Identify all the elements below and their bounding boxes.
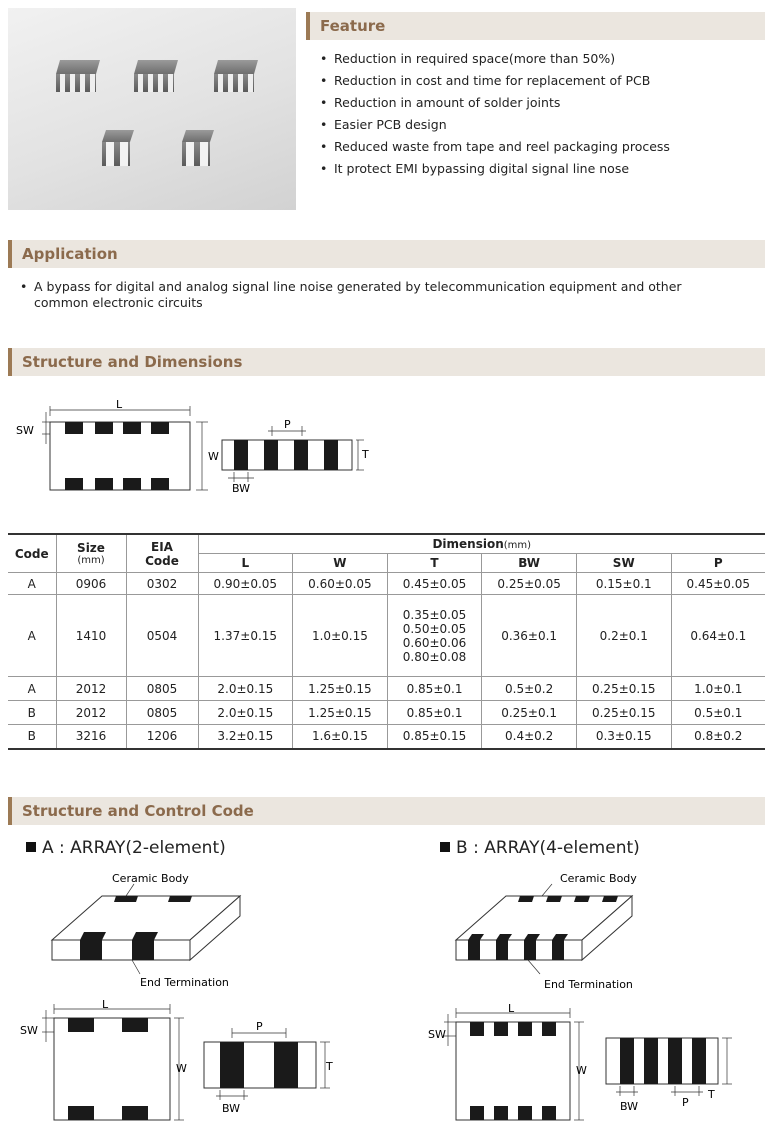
cell-eia: 0805 xyxy=(126,701,198,725)
cell-eia: 0504 xyxy=(126,595,198,677)
cell-code: A xyxy=(8,595,56,677)
label-SW: SW xyxy=(16,424,34,437)
svg-text:P: P xyxy=(682,1096,689,1109)
array-b-dimension-diagram xyxy=(426,996,766,1126)
ceramic-body-label-a: Ceramic Body xyxy=(112,872,189,885)
cell-W: 0.60±0.05 xyxy=(293,573,388,595)
cell-P: 1.0±0.1 xyxy=(671,677,765,701)
feature-title: Feature xyxy=(320,17,386,35)
cell-L: 1.37±0.15 xyxy=(198,595,293,677)
cell-SW: 0.2±0.1 xyxy=(576,595,671,677)
cell-size: 0906 xyxy=(56,573,126,595)
feature-item: • Reduction in cost and time for replacement of PCB xyxy=(320,70,670,92)
cell-size: 1410 xyxy=(56,595,126,677)
feature-list xyxy=(320,48,670,180)
ceramic-body-label-b: Ceramic Body xyxy=(560,872,637,885)
chip-4-element-2 xyxy=(134,60,178,92)
cell-P: 0.45±0.05 xyxy=(671,573,765,595)
dimension-table-body xyxy=(8,573,765,749)
cell-BW: 0.25±0.05 xyxy=(482,573,577,595)
array-b-3d-diagram xyxy=(448,868,708,998)
cell-SW: 0.3±0.15 xyxy=(576,725,671,749)
cell-W: 1.25±0.15 xyxy=(293,701,388,725)
cell-P: 0.5±0.1 xyxy=(671,701,765,725)
cell-size: 3216 xyxy=(56,725,126,749)
table-row xyxy=(8,725,765,749)
th-W: W xyxy=(293,554,388,573)
cell-eia: 0805 xyxy=(126,677,198,701)
feature-item: • Easier PCB design xyxy=(320,114,670,136)
svg-text:W: W xyxy=(576,1064,587,1077)
th-BW: BW xyxy=(482,554,577,573)
square-bullet-icon xyxy=(440,842,450,852)
control-code-title: Structure and Control Code xyxy=(22,802,254,820)
svg-text:SW: SW xyxy=(20,1024,38,1037)
cell-L: 2.0±0.15 xyxy=(198,701,293,725)
array-b-title: B : ARRAY(4-element) xyxy=(440,838,640,858)
cell-T: 0.45±0.05 xyxy=(387,573,482,595)
th-eia: EIA Code xyxy=(126,534,198,573)
svg-text:L: L xyxy=(102,998,109,1011)
label-BW: BW xyxy=(232,482,251,495)
table-row xyxy=(8,701,765,725)
control-code-header xyxy=(8,797,765,825)
array-a-3d-diagram xyxy=(40,868,300,998)
feature-item: • Reduction in amount of solder joints xyxy=(320,92,670,114)
cell-P: 0.64±0.1 xyxy=(671,595,765,677)
svg-text:BW: BW xyxy=(620,1100,639,1113)
cell-BW: 0.5±0.2 xyxy=(482,677,577,701)
svg-text:W: W xyxy=(176,1062,187,1075)
square-bullet-icon xyxy=(26,842,36,852)
cell-eia: 1206 xyxy=(126,725,198,749)
cell-W: 1.0±0.15 xyxy=(293,595,388,677)
cell-L: 2.0±0.15 xyxy=(198,677,293,701)
th-size: Size (mm) xyxy=(56,534,126,573)
svg-text:SW: SW xyxy=(428,1028,446,1041)
svg-text:T: T xyxy=(326,1060,333,1073)
label-W: W xyxy=(208,450,219,463)
cell-code: B xyxy=(8,725,56,749)
dimension-diagram xyxy=(10,396,390,506)
table-row xyxy=(8,595,765,677)
cell-T: 0.85±0.1 xyxy=(387,701,482,725)
chip-2-element-2 xyxy=(182,130,214,166)
array-a-dimension-diagram xyxy=(16,996,356,1126)
cell-W: 1.25±0.15 xyxy=(293,677,388,701)
cell-BW: 0.36±0.1 xyxy=(482,595,577,677)
svg-text:BW: BW xyxy=(222,1102,241,1115)
th-L: L xyxy=(198,554,293,573)
cell-T: 0.85±0.15 xyxy=(387,725,482,749)
feature-item: • Reduced waste from tape and reel packaging process xyxy=(320,136,670,158)
structure-dimensions-header xyxy=(8,348,765,376)
cell-code: A xyxy=(8,573,56,595)
cell-T: 0.35±0.05 0.50±0.05 0.60±0.06 0.80±0.08 xyxy=(387,595,482,677)
label-T: T xyxy=(362,448,369,461)
cell-T: 0.85±0.1 xyxy=(387,677,482,701)
cell-eia: 0302 xyxy=(126,573,198,595)
cell-L: 3.2±0.15 xyxy=(198,725,293,749)
table-row xyxy=(8,573,765,595)
cell-size: 2012 xyxy=(56,677,126,701)
cell-P: 0.8±0.2 xyxy=(671,725,765,749)
svg-text:L: L xyxy=(508,1002,515,1015)
feature-item: • Reduction in required space(more than 50%) xyxy=(320,48,670,70)
th-T: T xyxy=(387,554,482,573)
application-text: • A bypass for digital and analog signal line noise generated by telecommunication equipment and other common electronic circuits xyxy=(20,279,720,311)
cell-SW: 0.15±0.1 xyxy=(576,573,671,595)
cell-BW: 0.4±0.2 xyxy=(482,725,577,749)
end-termination-label-b: End Termination xyxy=(544,978,633,991)
end-termination-label-a: End Termination xyxy=(140,976,229,989)
th-P: P xyxy=(671,554,765,573)
feature-item: • It protect EMI bypassing digital signal line nose xyxy=(320,158,670,180)
cell-BW: 0.25±0.1 xyxy=(482,701,577,725)
svg-text:T: T xyxy=(708,1088,715,1101)
svg-text:P: P xyxy=(256,1020,263,1033)
th-SW: SW xyxy=(576,554,671,573)
chip-4-element-1 xyxy=(56,60,100,92)
cell-code: A xyxy=(8,677,56,701)
application-header xyxy=(8,240,765,268)
product-photo xyxy=(8,8,296,210)
dimension-table xyxy=(8,533,765,750)
cell-SW: 0.25±0.15 xyxy=(576,701,671,725)
cell-size: 2012 xyxy=(56,701,126,725)
array-a-title: A : ARRAY(2-element) xyxy=(26,838,226,858)
th-dimension: Dimension(mm) xyxy=(198,534,765,554)
structure-dimensions-title: Structure and Dimensions xyxy=(22,353,243,371)
chip-2-element-1 xyxy=(102,130,134,166)
table-row xyxy=(8,677,765,701)
label-P: P xyxy=(284,418,291,431)
chip-4-element-3 xyxy=(214,60,258,92)
cell-SW: 0.25±0.15 xyxy=(576,677,671,701)
label-L: L xyxy=(116,398,123,411)
cell-W: 1.6±0.15 xyxy=(293,725,388,749)
cell-L: 0.90±0.05 xyxy=(198,573,293,595)
th-code: Code xyxy=(8,534,56,573)
feature-header xyxy=(306,12,765,40)
application-title: Application xyxy=(22,245,118,263)
cell-code: B xyxy=(8,701,56,725)
